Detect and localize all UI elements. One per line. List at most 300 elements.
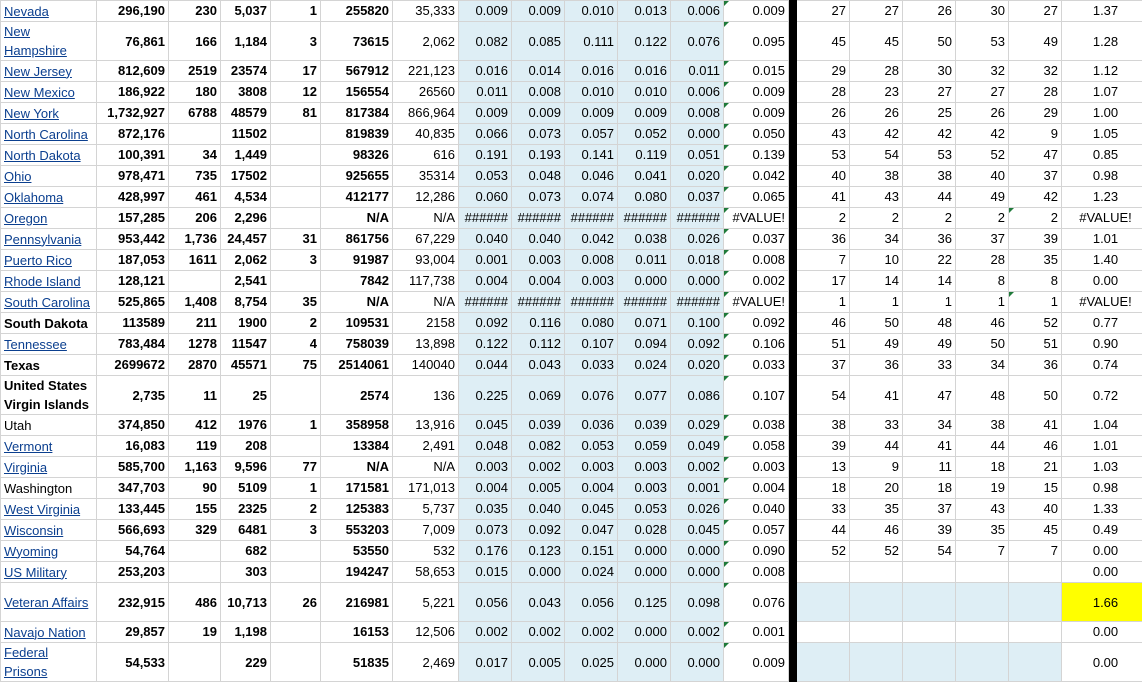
rate-5-cell[interactable]: 0.020	[671, 355, 724, 376]
rank-4-cell[interactable]: 44	[956, 436, 1009, 457]
count-c-cell[interactable]: 35	[271, 292, 321, 313]
rank-1-cell[interactable]: 38	[797, 415, 850, 436]
count-a-cell[interactable]: 2870	[169, 355, 221, 376]
value-e-cell[interactable]: 13,916	[393, 415, 459, 436]
rank-3-cell[interactable]: 39	[903, 520, 956, 541]
rate-4-cell[interactable]: 0.039	[618, 415, 671, 436]
rate-3-cell[interactable]: 0.151	[565, 541, 618, 562]
rate-3-cell[interactable]: 0.025	[565, 643, 618, 682]
rank-4-cell[interactable]: 35	[956, 520, 1009, 541]
count-a-cell[interactable]: 329	[169, 520, 221, 541]
rank-2-cell[interactable]: 9	[850, 457, 903, 478]
rank-2-cell[interactable]: 52	[850, 541, 903, 562]
value-d-cell[interactable]: 925655	[321, 166, 393, 187]
rank-2-cell[interactable]	[850, 622, 903, 643]
rank-3-cell[interactable]: 36	[903, 229, 956, 250]
count-b-cell[interactable]: 48579	[221, 103, 271, 124]
value-e-cell[interactable]: 5,737	[393, 499, 459, 520]
rate-avg-cell[interactable]: 0.095	[724, 22, 789, 61]
rank-1-cell[interactable]	[797, 562, 850, 583]
rate-avg-cell[interactable]: 0.033	[724, 355, 789, 376]
rank-5-cell[interactable]: 2	[1009, 208, 1062, 229]
rank-2-cell[interactable]: 23	[850, 82, 903, 103]
count-c-cell[interactable]	[271, 436, 321, 457]
rate-2-cell[interactable]: 0.112	[512, 334, 565, 355]
rate-1-cell[interactable]: 0.045	[459, 415, 512, 436]
total-cell[interactable]: 872,176	[97, 124, 169, 145]
count-b-cell[interactable]: 6481	[221, 520, 271, 541]
total-cell[interactable]: 29,857	[97, 622, 169, 643]
rank-1-cell[interactable]: 26	[797, 103, 850, 124]
value-d-cell[interactable]: 51835	[321, 643, 393, 682]
rank-5-cell[interactable]: 39	[1009, 229, 1062, 250]
total-cell[interactable]: 978,471	[97, 166, 169, 187]
count-a-cell[interactable]: 230	[169, 1, 221, 22]
rate-5-cell[interactable]: 0.002	[671, 457, 724, 478]
rank-3-cell[interactable]: 38	[903, 166, 956, 187]
count-a-cell[interactable]: 119	[169, 436, 221, 457]
total-cell[interactable]: 157,285	[97, 208, 169, 229]
rate-avg-cell[interactable]: 0.009	[724, 643, 789, 682]
rank-1-cell[interactable]: 43	[797, 124, 850, 145]
rate-2-cell[interactable]: 0.002	[512, 457, 565, 478]
rank-2-cell[interactable]	[850, 643, 903, 682]
rate-3-cell[interactable]: 0.076	[565, 376, 618, 415]
value-d-cell[interactable]: 2574	[321, 376, 393, 415]
rank-1-cell[interactable]: 54	[797, 376, 850, 415]
rank-1-cell[interactable]: 51	[797, 334, 850, 355]
ratio-cell[interactable]: 0.98	[1062, 478, 1142, 499]
rank-2-cell[interactable]: 28	[850, 61, 903, 82]
rate-4-cell[interactable]: 0.125	[618, 583, 671, 622]
ratio-cell[interactable]: 1.05	[1062, 124, 1142, 145]
rate-5-cell[interactable]: 0.002	[671, 622, 724, 643]
rank-2-cell[interactable]: 38	[850, 166, 903, 187]
count-c-cell[interactable]: 4	[271, 334, 321, 355]
rate-5-cell[interactable]: 0.000	[671, 541, 724, 562]
state-name-cell[interactable]: Pennsylvania	[1, 229, 97, 250]
state-name-cell[interactable]: Virginia	[1, 457, 97, 478]
rank-5-cell[interactable]	[1009, 562, 1062, 583]
rate-2-cell[interactable]: 0.005	[512, 643, 565, 682]
rate-avg-cell[interactable]: 0.009	[724, 103, 789, 124]
count-c-cell[interactable]	[271, 622, 321, 643]
rank-2-cell[interactable]: 36	[850, 355, 903, 376]
rate-3-cell[interactable]: ######	[565, 208, 618, 229]
ratio-cell[interactable]: 0.00	[1062, 622, 1142, 643]
rate-5-cell[interactable]: 0.026	[671, 229, 724, 250]
rate-4-cell[interactable]: ######	[618, 292, 671, 313]
rate-4-cell[interactable]: 0.011	[618, 250, 671, 271]
count-a-cell[interactable]: 211	[169, 313, 221, 334]
rate-1-cell[interactable]: 0.016	[459, 61, 512, 82]
rate-5-cell[interactable]: 0.037	[671, 187, 724, 208]
count-b-cell[interactable]: 17502	[221, 166, 271, 187]
rate-2-cell[interactable]: 0.008	[512, 82, 565, 103]
rate-3-cell[interactable]: 0.074	[565, 187, 618, 208]
rank-1-cell[interactable]: 37	[797, 355, 850, 376]
ratio-cell[interactable]: 0.72	[1062, 376, 1142, 415]
value-d-cell[interactable]: 16153	[321, 622, 393, 643]
rate-avg-cell[interactable]: 0.037	[724, 229, 789, 250]
rate-1-cell[interactable]: 0.009	[459, 103, 512, 124]
rank-5-cell[interactable]: 40	[1009, 499, 1062, 520]
rate-2-cell[interactable]: 0.082	[512, 436, 565, 457]
rank-1-cell[interactable]: 41	[797, 187, 850, 208]
state-name-cell[interactable]: Navajo Nation	[1, 622, 97, 643]
value-e-cell[interactable]: 58,653	[393, 562, 459, 583]
rank-3-cell[interactable]: 27	[903, 82, 956, 103]
rank-4-cell[interactable]	[956, 643, 1009, 682]
rank-2-cell[interactable]: 1	[850, 292, 903, 313]
rate-4-cell[interactable]: 0.016	[618, 61, 671, 82]
total-cell[interactable]: 232,915	[97, 583, 169, 622]
value-e-cell[interactable]: 2,062	[393, 22, 459, 61]
state-name-cell[interactable]: Oregon	[1, 208, 97, 229]
rank-3-cell[interactable]	[903, 562, 956, 583]
state-name-cell[interactable]: US Military	[1, 562, 97, 583]
rank-5-cell[interactable]: 21	[1009, 457, 1062, 478]
ratio-cell[interactable]: 1.37	[1062, 1, 1142, 22]
value-d-cell[interactable]: 358958	[321, 415, 393, 436]
rate-5-cell[interactable]: ######	[671, 208, 724, 229]
rank-1-cell[interactable]: 52	[797, 541, 850, 562]
rate-avg-cell[interactable]: 0.106	[724, 334, 789, 355]
value-e-cell[interactable]: N/A	[393, 208, 459, 229]
rank-2-cell[interactable]: 2	[850, 208, 903, 229]
count-b-cell[interactable]: 229	[221, 643, 271, 682]
rank-4-cell[interactable]: 37	[956, 229, 1009, 250]
rate-1-cell[interactable]: 0.017	[459, 643, 512, 682]
value-d-cell[interactable]: 125383	[321, 499, 393, 520]
rate-5-cell[interactable]: 0.008	[671, 103, 724, 124]
rate-5-cell[interactable]: 0.000	[671, 643, 724, 682]
rank-3-cell[interactable]: 25	[903, 103, 956, 124]
rank-4-cell[interactable]: 32	[956, 61, 1009, 82]
rate-4-cell[interactable]: 0.077	[618, 376, 671, 415]
state-name-cell[interactable]: Veteran Affairs	[1, 583, 97, 622]
ratio-cell[interactable]: 0.77	[1062, 313, 1142, 334]
value-d-cell[interactable]: 73615	[321, 22, 393, 61]
rank-5-cell[interactable]: 45	[1009, 520, 1062, 541]
rank-3-cell[interactable]: 49	[903, 334, 956, 355]
rate-5-cell[interactable]: 0.100	[671, 313, 724, 334]
value-e-cell[interactable]: 532	[393, 541, 459, 562]
rate-2-cell[interactable]: 0.043	[512, 583, 565, 622]
rate-2-cell[interactable]: 0.092	[512, 520, 565, 541]
ratio-cell[interactable]: #VALUE!	[1062, 208, 1142, 229]
rate-3-cell[interactable]: 0.045	[565, 499, 618, 520]
ratio-cell[interactable]: 1.23	[1062, 187, 1142, 208]
rate-avg-cell[interactable]: #VALUE!	[724, 208, 789, 229]
rate-3-cell[interactable]: 0.024	[565, 562, 618, 583]
rate-avg-cell[interactable]: #VALUE!	[724, 292, 789, 313]
rate-4-cell[interactable]: 0.003	[618, 457, 671, 478]
value-d-cell[interactable]: N/A	[321, 292, 393, 313]
rate-5-cell[interactable]: 0.076	[671, 22, 724, 61]
rate-2-cell[interactable]: 0.009	[512, 1, 565, 22]
rank-4-cell[interactable]: 26	[956, 103, 1009, 124]
rank-2-cell[interactable]: 10	[850, 250, 903, 271]
rank-4-cell[interactable]: 8	[956, 271, 1009, 292]
rate-3-cell[interactable]: 0.056	[565, 583, 618, 622]
rank-1-cell[interactable]: 53	[797, 145, 850, 166]
rate-3-cell[interactable]: 0.010	[565, 1, 618, 22]
ratio-cell[interactable]: 0.85	[1062, 145, 1142, 166]
count-a-cell[interactable]: 155	[169, 499, 221, 520]
count-c-cell[interactable]: 2	[271, 499, 321, 520]
count-c-cell[interactable]: 1	[271, 478, 321, 499]
rank-4-cell[interactable]: 30	[956, 1, 1009, 22]
rate-5-cell[interactable]: 0.006	[671, 82, 724, 103]
ratio-cell[interactable]: 1.66	[1062, 583, 1142, 622]
rate-2-cell[interactable]: 0.048	[512, 166, 565, 187]
rank-2-cell[interactable]: 42	[850, 124, 903, 145]
rate-avg-cell[interactable]: 0.038	[724, 415, 789, 436]
rank-1-cell[interactable]: 44	[797, 520, 850, 541]
value-d-cell[interactable]: 91987	[321, 250, 393, 271]
rank-1-cell[interactable]: 17	[797, 271, 850, 292]
total-cell[interactable]: 76,861	[97, 22, 169, 61]
count-b-cell[interactable]: 10,713	[221, 583, 271, 622]
count-c-cell[interactable]: 81	[271, 103, 321, 124]
rate-5-cell[interactable]: 0.000	[671, 271, 724, 292]
rank-2-cell[interactable]: 46	[850, 520, 903, 541]
rate-5-cell[interactable]: 0.086	[671, 376, 724, 415]
value-d-cell[interactable]: 98326	[321, 145, 393, 166]
count-b-cell[interactable]: 24,457	[221, 229, 271, 250]
rank-4-cell[interactable]: 43	[956, 499, 1009, 520]
ratio-cell[interactable]: 1.28	[1062, 22, 1142, 61]
rank-3-cell[interactable]: 2	[903, 208, 956, 229]
rate-4-cell[interactable]: 0.003	[618, 478, 671, 499]
count-a-cell[interactable]	[169, 562, 221, 583]
value-d-cell[interactable]: 553203	[321, 520, 393, 541]
value-e-cell[interactable]: 35,333	[393, 1, 459, 22]
ratio-cell[interactable]: 0.98	[1062, 166, 1142, 187]
rate-4-cell[interactable]: 0.041	[618, 166, 671, 187]
state-name-cell[interactable]: Wyoming	[1, 541, 97, 562]
rate-5-cell[interactable]: 0.092	[671, 334, 724, 355]
rank-5-cell[interactable]: 46	[1009, 436, 1062, 457]
rate-avg-cell[interactable]: 0.015	[724, 61, 789, 82]
rate-3-cell[interactable]: 0.008	[565, 250, 618, 271]
rate-5-cell[interactable]: ######	[671, 292, 724, 313]
rank-4-cell[interactable]: 28	[956, 250, 1009, 271]
count-a-cell[interactable]: 19	[169, 622, 221, 643]
rate-1-cell[interactable]: 0.092	[459, 313, 512, 334]
rank-2-cell[interactable]: 34	[850, 229, 903, 250]
rate-1-cell[interactable]: ######	[459, 208, 512, 229]
rank-2-cell[interactable]: 44	[850, 436, 903, 457]
rank-3-cell[interactable]: 37	[903, 499, 956, 520]
rank-2-cell[interactable]: 26	[850, 103, 903, 124]
rank-3-cell[interactable]	[903, 643, 956, 682]
rank-5-cell[interactable]	[1009, 622, 1062, 643]
ratio-cell[interactable]: 0.00	[1062, 541, 1142, 562]
rate-5-cell[interactable]: 0.018	[671, 250, 724, 271]
rate-1-cell[interactable]: ######	[459, 292, 512, 313]
rank-5-cell[interactable]: 49	[1009, 22, 1062, 61]
value-d-cell[interactable]: 7842	[321, 271, 393, 292]
rate-3-cell[interactable]: 0.010	[565, 82, 618, 103]
rate-4-cell[interactable]: 0.000	[618, 271, 671, 292]
rate-5-cell[interactable]: 0.000	[671, 562, 724, 583]
rank-3-cell[interactable]: 53	[903, 145, 956, 166]
count-c-cell[interactable]: 77	[271, 457, 321, 478]
value-e-cell[interactable]: 136	[393, 376, 459, 415]
rate-4-cell[interactable]: 0.122	[618, 22, 671, 61]
rate-1-cell[interactable]: 0.002	[459, 622, 512, 643]
count-c-cell[interactable]: 1	[271, 1, 321, 22]
value-d-cell[interactable]: 567912	[321, 61, 393, 82]
rank-4-cell[interactable]: 52	[956, 145, 1009, 166]
value-e-cell[interactable]: 2158	[393, 313, 459, 334]
rank-5-cell[interactable]: 32	[1009, 61, 1062, 82]
rank-5-cell[interactable]: 52	[1009, 313, 1062, 334]
rate-2-cell[interactable]: 0.193	[512, 145, 565, 166]
count-c-cell[interactable]	[271, 145, 321, 166]
rate-1-cell[interactable]: 0.048	[459, 436, 512, 457]
value-d-cell[interactable]: 819839	[321, 124, 393, 145]
rank-5-cell[interactable]: 50	[1009, 376, 1062, 415]
rank-4-cell[interactable]: 48	[956, 376, 1009, 415]
value-d-cell[interactable]: 171581	[321, 478, 393, 499]
state-name-cell[interactable]: South Carolina	[1, 292, 97, 313]
ratio-cell[interactable]: 0.49	[1062, 520, 1142, 541]
count-a-cell[interactable]: 6788	[169, 103, 221, 124]
rate-1-cell[interactable]: 0.191	[459, 145, 512, 166]
rate-2-cell[interactable]: ######	[512, 208, 565, 229]
count-b-cell[interactable]: 45571	[221, 355, 271, 376]
rank-5-cell[interactable]: 27	[1009, 1, 1062, 22]
rate-1-cell[interactable]: 0.060	[459, 187, 512, 208]
rank-4-cell[interactable]: 2	[956, 208, 1009, 229]
rate-5-cell[interactable]: 0.001	[671, 478, 724, 499]
count-b-cell[interactable]: 2325	[221, 499, 271, 520]
value-d-cell[interactable]: 13384	[321, 436, 393, 457]
rank-4-cell[interactable]: 50	[956, 334, 1009, 355]
rank-1-cell[interactable]: 36	[797, 229, 850, 250]
total-cell[interactable]: 566,693	[97, 520, 169, 541]
rate-1-cell[interactable]: 0.044	[459, 355, 512, 376]
total-cell[interactable]: 16,083	[97, 436, 169, 457]
ratio-cell[interactable]: 1.33	[1062, 499, 1142, 520]
count-b-cell[interactable]: 3808	[221, 82, 271, 103]
rank-1-cell[interactable]	[797, 622, 850, 643]
ratio-cell[interactable]: 0.74	[1062, 355, 1142, 376]
rate-4-cell[interactable]: 0.053	[618, 499, 671, 520]
value-e-cell[interactable]: 67,229	[393, 229, 459, 250]
rate-3-cell[interactable]: 0.042	[565, 229, 618, 250]
value-d-cell[interactable]: 53550	[321, 541, 393, 562]
rate-3-cell[interactable]: 0.047	[565, 520, 618, 541]
value-d-cell[interactable]: 194247	[321, 562, 393, 583]
count-c-cell[interactable]	[271, 562, 321, 583]
count-a-cell[interactable]: 735	[169, 166, 221, 187]
rate-avg-cell[interactable]: 0.042	[724, 166, 789, 187]
rate-3-cell[interactable]: 0.003	[565, 457, 618, 478]
value-d-cell[interactable]: 2514061	[321, 355, 393, 376]
rate-5-cell[interactable]: 0.051	[671, 145, 724, 166]
state-name-cell[interactable]: United States Virgin Islands	[1, 376, 97, 415]
rank-4-cell[interactable]: 40	[956, 166, 1009, 187]
rank-2-cell[interactable]	[850, 583, 903, 622]
rank-3-cell[interactable]: 48	[903, 313, 956, 334]
rank-3-cell[interactable]	[903, 583, 956, 622]
rate-4-cell[interactable]: 0.000	[618, 622, 671, 643]
ratio-cell[interactable]: 1.00	[1062, 103, 1142, 124]
value-d-cell[interactable]: N/A	[321, 457, 393, 478]
rate-3-cell[interactable]: 0.009	[565, 103, 618, 124]
ratio-cell[interactable]: 1.03	[1062, 457, 1142, 478]
value-d-cell[interactable]: 156554	[321, 82, 393, 103]
rank-1-cell[interactable]: 1	[797, 292, 850, 313]
rank-5-cell[interactable]: 29	[1009, 103, 1062, 124]
rate-1-cell[interactable]: 0.004	[459, 478, 512, 499]
total-cell[interactable]: 186,922	[97, 82, 169, 103]
total-cell[interactable]: 374,850	[97, 415, 169, 436]
count-b-cell[interactable]: 2,541	[221, 271, 271, 292]
count-a-cell[interactable]: 206	[169, 208, 221, 229]
rate-3-cell[interactable]: 0.036	[565, 415, 618, 436]
rank-5-cell[interactable]: 7	[1009, 541, 1062, 562]
count-a-cell[interactable]: 34	[169, 145, 221, 166]
rank-3-cell[interactable]: 44	[903, 187, 956, 208]
state-name-cell[interactable]: Rhode Island	[1, 271, 97, 292]
rank-1-cell[interactable]: 7	[797, 250, 850, 271]
rate-avg-cell[interactable]: 0.003	[724, 457, 789, 478]
rate-4-cell[interactable]: 0.028	[618, 520, 671, 541]
rate-1-cell[interactable]: 0.176	[459, 541, 512, 562]
count-c-cell[interactable]	[271, 643, 321, 682]
total-cell[interactable]: 783,484	[97, 334, 169, 355]
rank-3-cell[interactable]: 50	[903, 22, 956, 61]
ratio-cell[interactable]: 0.00	[1062, 562, 1142, 583]
rank-1-cell[interactable]: 46	[797, 313, 850, 334]
rank-2-cell[interactable]: 14	[850, 271, 903, 292]
rank-5-cell[interactable]: 37	[1009, 166, 1062, 187]
rank-5-cell[interactable]: 47	[1009, 145, 1062, 166]
count-b-cell[interactable]: 1,449	[221, 145, 271, 166]
rate-4-cell[interactable]: 0.000	[618, 643, 671, 682]
value-e-cell[interactable]: 171,013	[393, 478, 459, 499]
value-e-cell[interactable]: 117,738	[393, 271, 459, 292]
rate-3-cell[interactable]: 0.141	[565, 145, 618, 166]
rate-avg-cell[interactable]: 0.065	[724, 187, 789, 208]
count-a-cell[interactable]	[169, 124, 221, 145]
rank-4-cell[interactable]: 38	[956, 415, 1009, 436]
rank-5-cell[interactable]: 51	[1009, 334, 1062, 355]
rate-2-cell[interactable]: 0.043	[512, 355, 565, 376]
count-a-cell[interactable]: 486	[169, 583, 221, 622]
rate-5-cell[interactable]: 0.098	[671, 583, 724, 622]
count-c-cell[interactable]	[271, 541, 321, 562]
rate-1-cell[interactable]: 0.056	[459, 583, 512, 622]
total-cell[interactable]: 54,533	[97, 643, 169, 682]
rank-3-cell[interactable]: 41	[903, 436, 956, 457]
rate-1-cell[interactable]: 0.040	[459, 229, 512, 250]
rate-4-cell[interactable]: 0.009	[618, 103, 671, 124]
rank-5-cell[interactable]: 1	[1009, 292, 1062, 313]
rate-4-cell[interactable]: 0.119	[618, 145, 671, 166]
rate-4-cell[interactable]: 0.038	[618, 229, 671, 250]
rate-4-cell[interactable]: 0.094	[618, 334, 671, 355]
state-name-cell[interactable]: Federal Prisons	[1, 643, 97, 682]
rate-3-cell[interactable]: 0.053	[565, 436, 618, 457]
count-a-cell[interactable]: 90	[169, 478, 221, 499]
count-c-cell[interactable]	[271, 124, 321, 145]
